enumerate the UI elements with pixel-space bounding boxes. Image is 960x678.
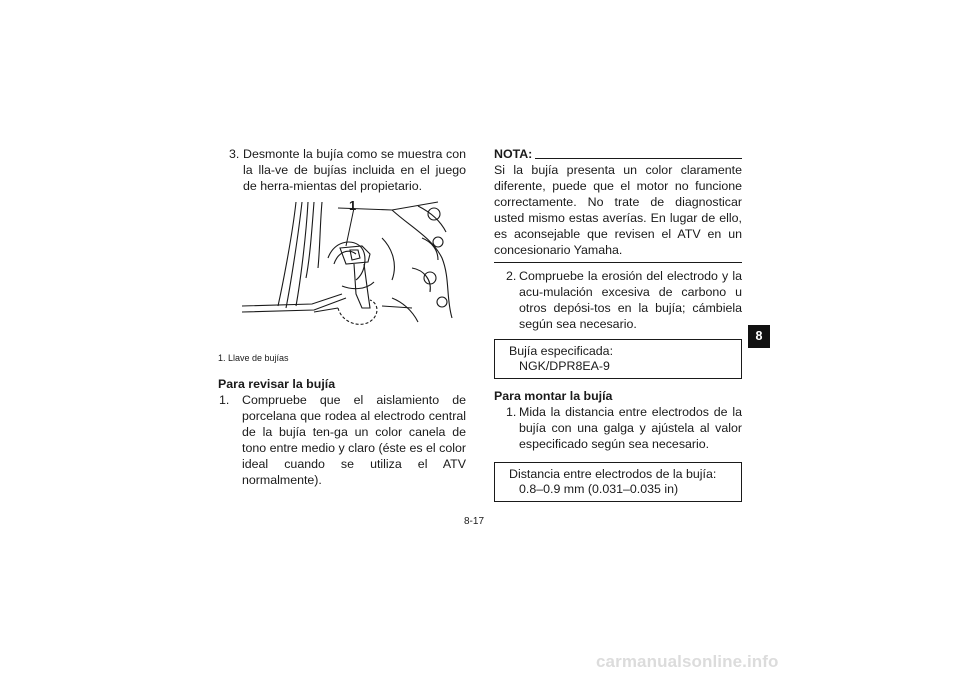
step-check-insulator (218, 392, 466, 488)
step-number: 2. (506, 269, 517, 283)
step-text: Desmonte la bujía como se muestra con la lla-ve de bujías incluida en el juego de herra-mientas del propietario. (243, 147, 466, 193)
section-title-check-plug: Para revisar la bujía (218, 377, 336, 391)
figure-callout-1: 1 (349, 198, 357, 213)
note-label: NOTA: (494, 147, 533, 161)
section-title-install-plug: Para montar la bujía (494, 389, 613, 403)
engine-illustration (242, 198, 464, 330)
note-header (494, 146, 742, 162)
note-text: Si la bujía presenta un color claramente diferente, puede que el motor no funcione correctamente. No trate de diagnosticar usted mismo estas averías. En lugar de ello, es aconsejable que revisen el ATV en un concesionario Yamaha. (494, 163, 742, 257)
spec-value: NGK/DPR8EA-9 (519, 359, 610, 373)
step-text: Compruebe que el aislamiento de porcelana que rodea al electrodo central de la bujía ten-ga un color canela de tono entre medio y claro (éste es el color ideal cuando se utiliza el ATV normalmente). (242, 393, 466, 487)
step-text: Compruebe la erosión del electrodo y la acu-mulación excesiva de carbono u otros depósi-tos en la bujía; cámbiela según sea necesario. (519, 269, 742, 331)
note-end-rule (494, 262, 742, 263)
note-divider (535, 158, 742, 159)
spec-label: Distancia entre electrodos de la bujía: (509, 467, 717, 481)
watermark: carmanualsonline.info (596, 652, 779, 671)
step-number: 1. (506, 405, 517, 419)
step-number: 1. (219, 393, 230, 407)
step-check-electrode (494, 268, 742, 332)
figure-caption: 1. Llave de bujías (218, 353, 289, 363)
spec-label: Bujía especificada: (509, 344, 614, 358)
step-remove-plug (218, 146, 466, 194)
step-text: Mida la distancia entre electrodos de la bujía con una galga y ajústela al valor especificado según sea necesario. (519, 405, 742, 451)
spec-box-electrode-gap (494, 462, 742, 502)
page-number: 8-17 (464, 516, 485, 527)
step-number: 3. (229, 147, 240, 161)
spec-value: 0.8–0.9 mm (0.031–0.035 in) (519, 482, 679, 496)
step-measure-gap (494, 404, 742, 452)
spark-plug-wrench-figure (218, 198, 466, 346)
chapter-tab: 8 (748, 325, 770, 348)
right-column (494, 146, 742, 502)
spec-box-spark-plug (494, 339, 742, 379)
left-column (218, 146, 466, 488)
